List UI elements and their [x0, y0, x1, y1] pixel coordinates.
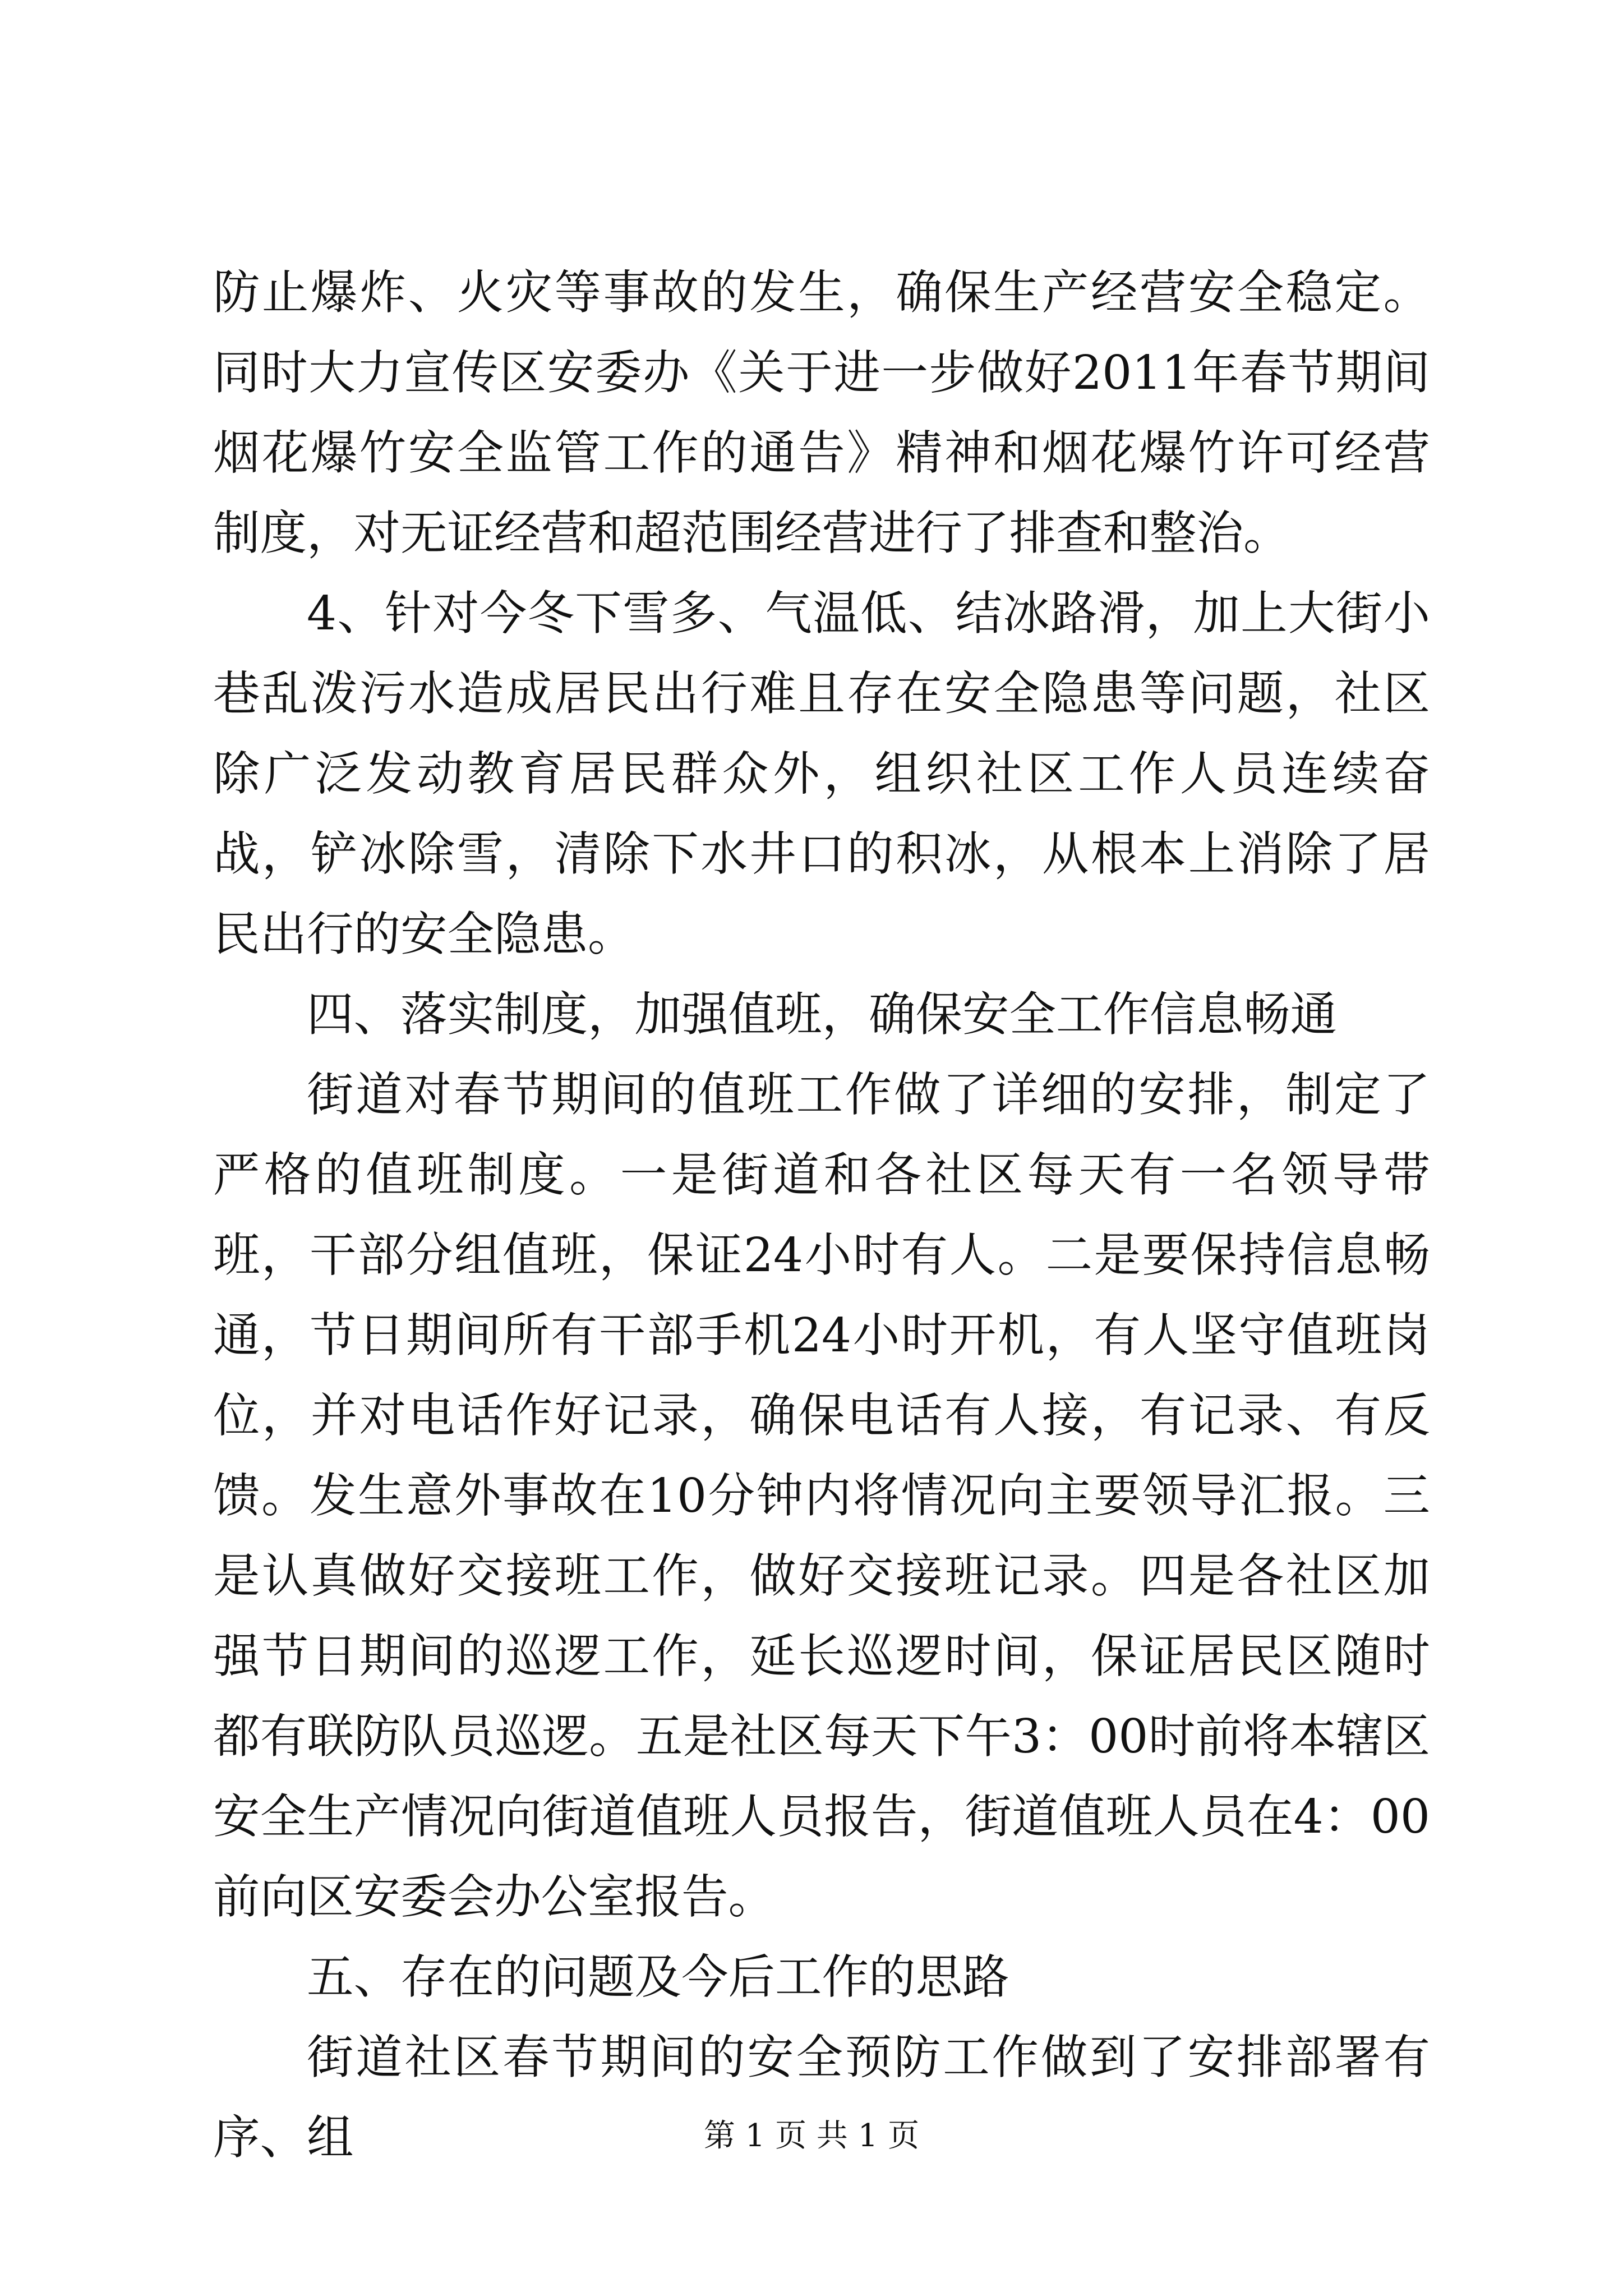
page-number-footer: 第 1 页 共 1 页 — [703, 2118, 920, 2154]
section-heading-problems-and-plans: 五、存在的问题及今后工作的思路 — [307, 1949, 1009, 2004]
paragraph-fireworks-safety: 防止爆炸、火灾等事故的发生，确保生产经营安全稳定。同时大力宣传区安委办《关于进一步做好2011年春节期间烟花爆竹安全监管工作的通告》精神和烟花爆竹许可经营制度，对无证经营和超范围经营进行了排查和整治。 — [213, 265, 1430, 560]
document-body — [213, 252, 1430, 2178]
paragraph-safety-summary: 街道社区春节期间的安全预防工作做到了安排部署有序、组 — [213, 2030, 1430, 2165]
section-heading-duty-system: 四、落实制度，加强值班，确保安全工作信息畅通 — [307, 987, 1337, 1042]
paragraph-duty-arrangements: 街道对春节期间的值班工作做了详细的安排，制定了严格的值班制度。一是街道和各社区每天有一名领导带班，干部分组值班，保证24小时有人。二是要保持信息畅通，节日期间所有干部手机24小时开机，有人坚守值班岗位，并对电话作好记录，确保电话有人接，有记录、有反馈。发生意外事故在10分钟内将情况向主要领导汇报。三是认真做好交接班工作，做好交接班记录。四是各社区加强节日期间的巡逻工作，延长巡逻时间，保证居民区随时都有联防队员巡逻。五是社区每天下午3：00时前将本辖区安全生产情况向街道值班人员报告，街道值班人员在4：00前向区安委会办公室报告。 — [213, 1067, 1430, 1924]
paragraph-snow-ice-clearing: 4、针对今冬下雪多、气温低、结冰路滑，加上大街小巷乱泼污水造成居民出行难且存在安全隐患等问题，社区除广泛发动教育居民群众外，组织社区工作人员连续奋战，铲冰除雪，清除下水井口的积冰，从根本上消除了居民出行的安全隐患。 — [213, 586, 1430, 961]
